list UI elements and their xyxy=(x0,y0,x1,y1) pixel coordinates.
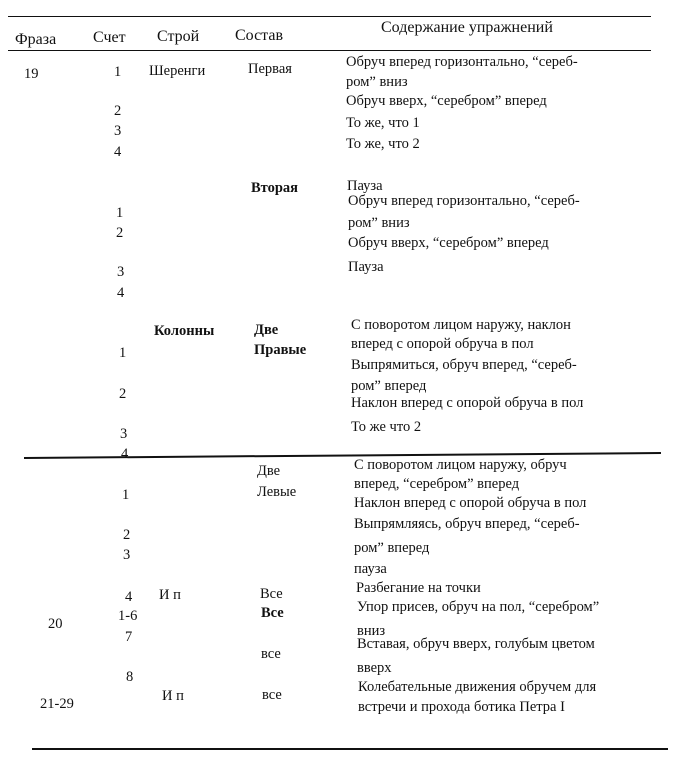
count-cell: 1 xyxy=(116,205,124,221)
group-cell: Первая xyxy=(248,61,292,77)
exercise-text: Колебательные движения обручем для xyxy=(358,679,597,695)
exercise-text: Обруч вверх, “серебром” вперед xyxy=(346,93,547,109)
header-count: Счет xyxy=(93,29,126,46)
count-cell: 7 xyxy=(125,629,133,645)
count-cell: 2 xyxy=(123,527,131,543)
count-cell: 4 xyxy=(121,446,129,462)
count-cell: 3 xyxy=(120,426,128,442)
group-cell: все xyxy=(262,687,282,703)
exercise-text: вперед с опорой обруча в пол xyxy=(351,336,534,352)
exercise-text: вниз xyxy=(357,623,386,639)
formation-cell: Колонны xyxy=(154,323,215,339)
count-cell: 4 xyxy=(125,589,133,605)
formation-cell: И п xyxy=(162,688,184,704)
group-cell: Две xyxy=(254,322,279,338)
exercise-text: Наклон вперед с опорой обруча в пол xyxy=(351,395,584,411)
group-cell: Правые xyxy=(254,342,307,358)
count-cell: 1 xyxy=(119,345,127,361)
exercise-text: Наклон вперед с опорой обруча в пол xyxy=(354,495,587,511)
exercise-text: ром” вперед xyxy=(354,540,430,556)
group-cell: Все xyxy=(261,605,284,621)
exercise-text: Обруч вверх, “серебром” вперед xyxy=(348,235,549,251)
count-cell: 2 xyxy=(114,103,122,119)
count-cell: 1 xyxy=(114,64,122,80)
exercise-text: То же что 2 xyxy=(351,419,422,435)
exercise-text: ром” вниз xyxy=(346,74,408,90)
exercise-text: Разбегание на точки xyxy=(356,580,481,596)
formation-cell: Шеренги xyxy=(149,63,206,79)
bottom-rule xyxy=(32,748,668,750)
count-cell: 2 xyxy=(119,386,127,402)
formation-cell: И п xyxy=(159,587,181,603)
exercise-text: встречи и прохода ботика Петра I xyxy=(358,699,565,715)
exercise-text: пауза xyxy=(354,561,387,577)
header-phrase: Фраза xyxy=(15,31,57,48)
phrase-cell: 20 xyxy=(48,616,63,632)
header-group: Состав xyxy=(235,27,284,44)
header-formation: Строй xyxy=(157,28,200,45)
exercise-text: То же, что 2 xyxy=(346,136,420,152)
count-cell: 4 xyxy=(114,144,122,160)
group-cell: Все xyxy=(260,586,283,602)
exercise-text: Пауза xyxy=(348,259,384,275)
exercise-text: ром” вниз xyxy=(348,215,410,231)
count-cell: 3 xyxy=(117,264,125,280)
count-cell: 3 xyxy=(123,547,131,563)
count-cell: 1 xyxy=(122,487,130,503)
top-rule xyxy=(8,16,651,17)
group-cell: Вторая xyxy=(251,180,299,196)
exercise-text: вверх xyxy=(357,660,392,676)
exercise-text: Выпрямиться, обруч вперед, “сереб- xyxy=(351,357,577,373)
count-cell: 1-6 xyxy=(118,608,138,624)
phrase-cell: 21-29 xyxy=(40,696,74,712)
count-cell: 2 xyxy=(116,225,124,241)
exercise-text: вперед, “серебром” вперед xyxy=(354,476,520,492)
group-cell: Две xyxy=(257,463,281,479)
exercise-text: Упор присев, обруч на пол, “серебром” xyxy=(357,599,600,615)
header-rule xyxy=(8,50,651,51)
group-cell: Левые xyxy=(257,484,297,500)
exercise-text: Выпрямляясь, обруч вперед, “сереб- xyxy=(354,516,580,532)
group-cell: все xyxy=(261,646,281,662)
exercise-text: С поворотом лицом наружу, обруч xyxy=(354,457,567,473)
exercise-text: Обруч вперед горизонтально, “сереб- xyxy=(348,193,580,209)
phrase-cell: 19 xyxy=(24,66,39,82)
count-cell: 4 xyxy=(117,285,125,301)
exercise-text: С поворотом лицом наружу, наклон xyxy=(351,317,571,333)
exercise-text: Вставая, обруч вверх, голубым цветом xyxy=(357,636,595,652)
exercise-text: Обруч вперед горизонтально, “сереб- xyxy=(346,54,578,70)
exercise-text: ром” вперед xyxy=(351,378,427,394)
header-content: Содержание упражнений xyxy=(381,19,553,36)
exercise-text: Пауза xyxy=(347,178,383,194)
count-cell: 3 xyxy=(114,123,122,139)
exercise-text: То же, что 1 xyxy=(346,115,420,131)
count-cell: 8 xyxy=(126,669,134,685)
